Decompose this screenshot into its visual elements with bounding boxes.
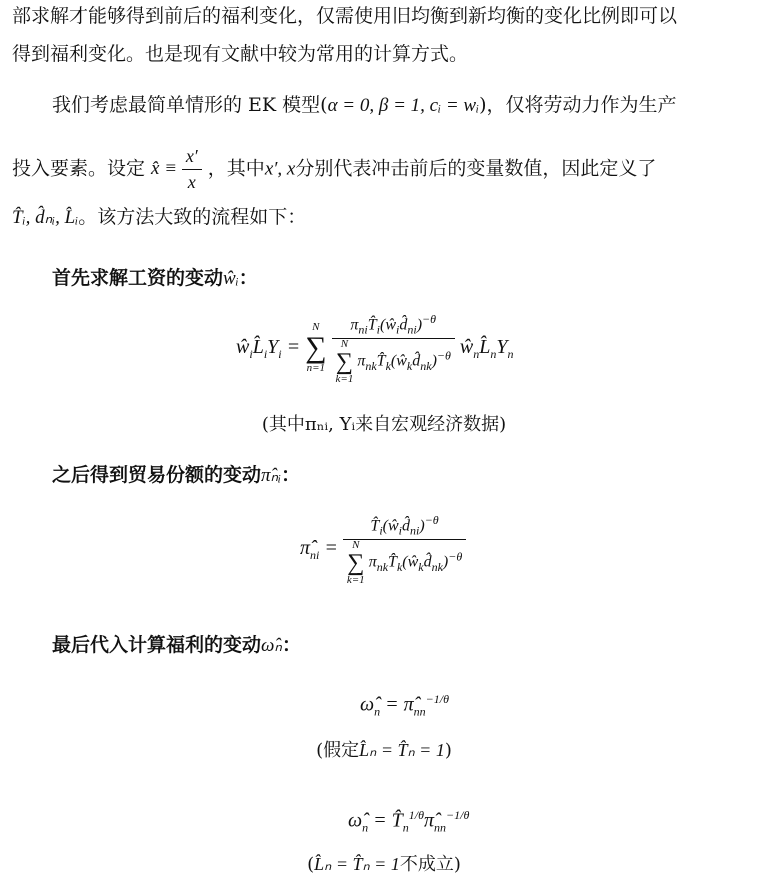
welfare-equation-2-note: (L̂ₙ = T̂ₙ = 1不成立) bbox=[307, 854, 461, 875]
step-2-heading: 之后得到贸易份额的变动π̂ₙᵢ： bbox=[52, 464, 301, 486]
welfare-equation-1-note: (假定L̂ₙ = T̂ₙ = 1) bbox=[316, 740, 452, 761]
wage-equation: $ŵ_iL̂_iY_i$ = N ∑ n=1 $\pi_{ni}T̂_i(ŵ_id̂_{ni})^{-\theta}$ N ∑ k=1 $\pi_{nk}T̂_k(ŵ_kd̂_{nk})^{-\theta}$ $ŵ_nL̂_nY_n$ bbox=[236, 312, 514, 385]
paragraph-2-line-2: 投入要素。设定 x̂ ≡ $\frac{x'}{x}$ ，其中x′, x分别代表冲击前后的变量数值，因此定义了 bbox=[12, 144, 760, 195]
paragraph-1-line-1: 部求解才能够得到前后的福利变化，仅需使用旧均衡到新均衡的变化比例即可以 bbox=[12, 5, 678, 27]
paragraph-2-line-1: 我们考虑最简单情形的 EK 模型(α = 0, β = 1, cᵢ = wᵢ)，仅将劳动力作为生产 bbox=[52, 94, 677, 116]
step-1-heading: 首先求解工资的变动ŵᵢ： bbox=[52, 267, 258, 289]
step-3-heading: 最后代入计算福利的变动ω̂ₙ： bbox=[52, 634, 302, 656]
paragraph-2-line-3: T̂ᵢ, d̂ₙᵢ, L̂ᵢ。该方法大致的流程如下： bbox=[12, 206, 307, 228]
welfare-equation-2: $\omegâ_n$ = $T̂_n^{1/\theta}\pî_{nn}^{-1/\theta}$ bbox=[348, 808, 470, 835]
welfare-equation-1: $\omegâ_n$ = $\pî_{nn}^{-1/\theta}$ bbox=[360, 692, 449, 719]
trade-share-equation: $\pî_{ni}$ = $T̂_i(ŵ_id̂_{ni})^{-\theta}$ N ∑ k=1 $\pi_{nk}T̂_k(ŵ_kd̂_{nk})^{-\theta}$ bbox=[300, 513, 466, 586]
paragraph-1-line-2: 得到福利变化。也是现有文献中较为常用的计算方式。 bbox=[12, 43, 469, 65]
hat-definition: x̂ ≡ $\frac{x'}{x}$ bbox=[151, 144, 202, 195]
wage-equation-note: (其中πₙᵢ, Yᵢ来自宏观经济数据) bbox=[261, 414, 507, 435]
model-params: α = 0, β = 1, cᵢ = wᵢ bbox=[327, 95, 480, 116]
